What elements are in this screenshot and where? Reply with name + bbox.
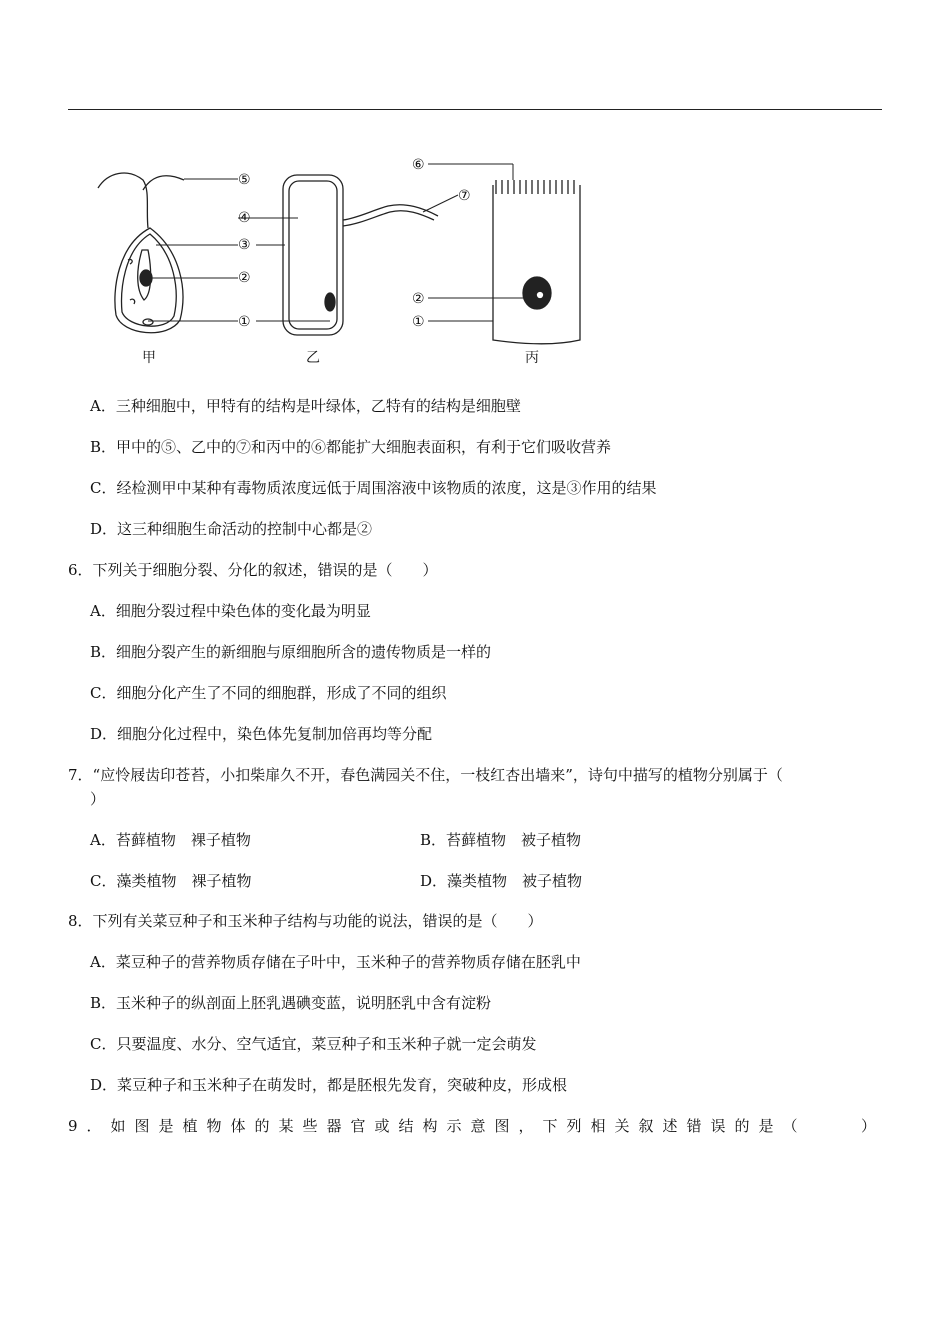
label-marker-2-bing: ② bbox=[412, 291, 425, 307]
header-rule bbox=[68, 109, 882, 110]
cell-bing-drawing bbox=[493, 180, 580, 344]
label-marker-6: ⑥ bbox=[412, 157, 425, 173]
q7-option-c: C．藻类植物 裸子植物 bbox=[90, 872, 252, 890]
q6-option-c: C．细胞分化产生了不同的细胞群，形成了不同的组织 bbox=[90, 684, 447, 702]
q6-option-d: D．细胞分化过程中，染色体先复制加倍再均等分配 bbox=[90, 725, 433, 743]
cell-label-bing: 丙 bbox=[525, 350, 539, 366]
label-marker-7: ⑦ bbox=[458, 188, 471, 204]
q9-stem-row bbox=[68, 1115, 876, 1136]
q5-option-a: A．三种细胞中，甲特有的结构是叶绿体，乙特有的结构是细胞壁 bbox=[90, 397, 521, 415]
q8-stem: 8．下列有关菜豆种子和玉米种子结构与功能的说法，错误的是（ ） bbox=[68, 912, 543, 930]
q5-option-c: C．经检测甲中某种有毒物质浓度远低于周围溶液中该物质的浓度，这是③作用的结果 bbox=[90, 479, 657, 497]
q8-option-d: D．菜豆种子和玉米种子在萌发时，都是胚根先发育，突破种皮，形成根 bbox=[90, 1076, 568, 1094]
cell-label-jia: 甲 bbox=[142, 350, 156, 366]
label-marker-1-jia: ① bbox=[238, 314, 251, 330]
leader-lines bbox=[148, 164, 528, 321]
q6-stem: 6．下列关于细胞分裂、分化的叙述，错误的是（ ） bbox=[68, 561, 438, 579]
cell-diagram bbox=[88, 150, 608, 375]
cell-jia-drawing bbox=[98, 173, 184, 333]
q9-close-paren: ） bbox=[860, 1117, 876, 1135]
label-marker-5-jia: ⑤ bbox=[238, 172, 251, 188]
label-marker-1-bing: ① bbox=[412, 314, 425, 330]
q8-option-a: A．菜豆种子的营养物质存储在子叶中，玉米种子的营养物质存储在胚乳中 bbox=[90, 953, 581, 971]
q7-option-b: B．苔藓植物 被子植物 bbox=[420, 831, 582, 849]
q7-option-d: D．藻类植物 被子植物 bbox=[420, 872, 583, 890]
label-marker-3: ③ bbox=[238, 237, 251, 253]
q6-option-a: A．细胞分裂过程中染色体的变化最为明显 bbox=[90, 602, 371, 620]
q8-option-b: B．玉米种子的纵剖面上胚乳遇碘变蓝，说明胚乳中含有淀粉 bbox=[90, 994, 492, 1012]
q7-stem-line1: 7．“应怜屐齿印苍苔，小扣柴扉久不开，春色满园关不住，一枝红杏出墙来”，诗句中描写的植物分别属于（ bbox=[68, 766, 783, 784]
label-marker-2-jia: ② bbox=[238, 270, 251, 286]
q7-stem-line2: ） bbox=[90, 790, 106, 808]
q8-option-c: C．只要温度、水分、空气适宜，菜豆种子和玉米种子就一定会萌发 bbox=[90, 1035, 537, 1053]
q7-option-a: A．苔藓植物 裸子植物 bbox=[90, 831, 251, 849]
q6-option-b: B．细胞分裂产生的新细胞与原细胞所含的遗传物质是一样的 bbox=[90, 643, 492, 661]
cell-label-yi: 乙 bbox=[306, 350, 320, 366]
q9-stem: 9．如图是植物体的某些器官或结构示意图，下列相关叙述错误的是（ bbox=[68, 1117, 807, 1135]
cell-yi-drawing bbox=[283, 175, 438, 335]
q5-option-b: B．甲中的⑤、乙中的⑦和丙中的⑥都能扩大细胞表面积，有利于它们吸收营养 bbox=[90, 438, 612, 456]
q5-option-d: D．这三种细胞生命活动的控制中心都是② bbox=[90, 520, 373, 538]
cell-diagram-svg bbox=[88, 150, 608, 375]
label-marker-4: ④ bbox=[238, 210, 251, 226]
